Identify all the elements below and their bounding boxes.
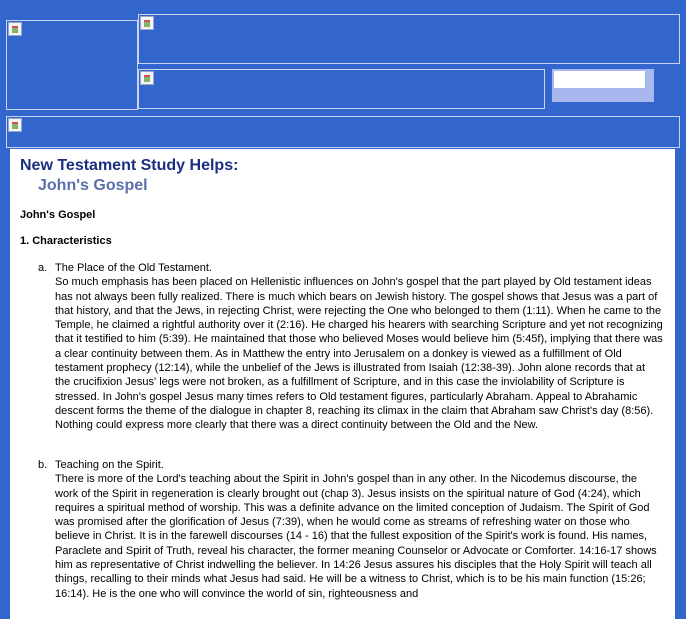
header-banner-image — [138, 14, 680, 64]
list-item-title: The Place of the Old Testament. — [55, 262, 212, 274]
logo-image[interactable] — [6, 20, 138, 110]
main-content — [10, 149, 675, 619]
list-item — [38, 458, 663, 601]
broken-image-icon — [8, 22, 22, 36]
page-title: New Testament Study Helps: — [20, 157, 239, 174]
navigation-bar-image[interactable] — [6, 116, 680, 148]
list-item-body: There is more of the Lord's teaching about the Spirit in John's gospel than in any other. In the Nicodemus discourse, the work of the Spirit in regeneration is clearly brought out (chap 3). Jesus insists on the spiritual nature of God (4:24), which requires a spiritual method of worship. This was a definite advance on the limited conception of Judaism. The Spirit of God was promised after the glorification of Jesus (7:39), when he would come as streams of refreshing water on those who believe in Christ. It is in the farewell discourses (14 - 16) that the fullest exposition of the Spirit's work is found. His names, Paraclete and Spirit of Truth, reveal his character, the former meaning Counselor or Advocate or Comforter. 14:16-17 shows him as representative of Christ indwelling the believer. In 14:26 Jesus assures his disciples that the Holy Spirit will teach all things, recalling to their minds what Jesus had said. He will be a witness to Christ, which is to be his main function (15:26; 16:14). He is the one who will convince the world of sin, righteousness and — [55, 473, 657, 600]
broken-image-icon — [140, 71, 154, 85]
broken-image-icon — [140, 16, 154, 30]
section-heading: John's Gospel — [20, 209, 96, 221]
side-panel — [552, 69, 654, 102]
characteristics-heading: 1. Characteristics — [20, 235, 112, 247]
page-subtitle: John's Gospel — [38, 177, 148, 194]
list-item-body: So much emphasis has been placed on Hellenistic influences on John's gospel that the part played by Old testament ideas has not always been fully realized. There is much which bears on Jewish history. The gospel shows that Jesus was a part of that history, and that the Jews, in rejecting Christ, were rejecting the One who belonged to them (1:11). When he came to the Temple, he claimed a rightful authority over it (2:16). He charged his hearers with searching Scripture and yet not recognizing that it testified to him (5:39). He maintained that those who believed Moses would believe him (5:45f), implying that there was a clear continuity between them. As in Matthew the entry into Jerusalem on a donkey is viewed as a fulfillment of Old testament prophecy (12:14), while the unbelief of the Jews is illustrated from Isaiah (12:38-39). John alone records that at the crucifixion Jesus' legs were not broken, as a fulfillment of Scripture, and in this case the inviolability of Scripture is stressed. In John's gospel Jesus many times refers to Old testament figures, particularly Abraham. Appeal to Abrahamic descent forms the theme of the dialogue in chapter 8, reaching its climax in the claim that Abraham saw Christ's day (8:56). Nothing could express more clearly that there was a direct continuity between the Old and the New. — [55, 276, 663, 432]
side-panel-box — [554, 71, 645, 88]
list-item — [38, 261, 663, 433]
subheader-banner-image — [138, 69, 545, 109]
list-item-marker: a. — [38, 262, 48, 274]
broken-image-icon — [8, 118, 22, 132]
list-item-marker: b. — [38, 459, 48, 471]
list-item-title: Teaching on the Spirit. — [55, 459, 164, 471]
